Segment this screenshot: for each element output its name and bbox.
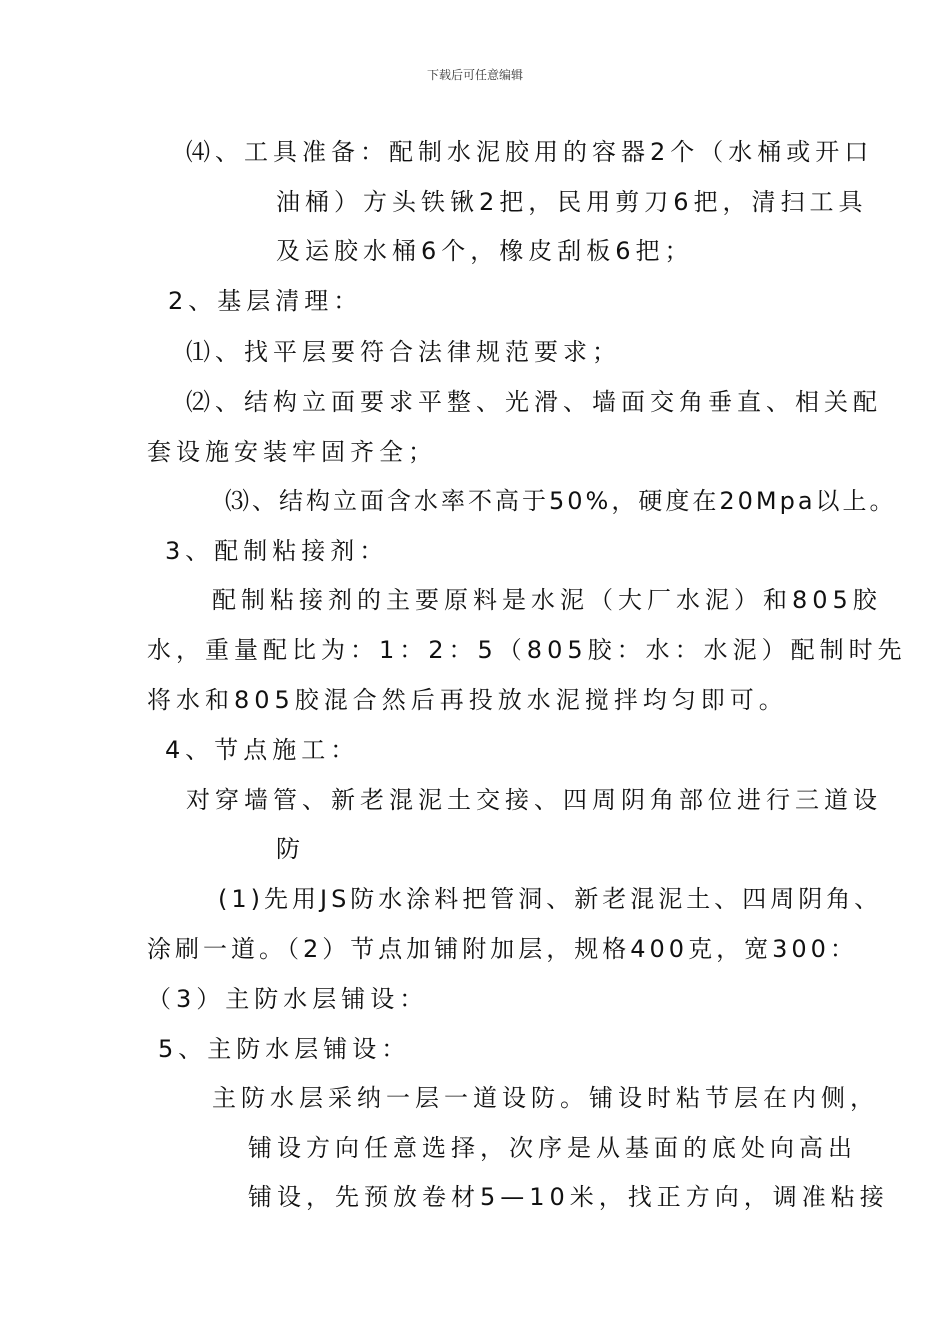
text-line: 涂刷一道。（2）节点加铺附加层，规格400克，宽300： (147, 935, 858, 963)
text-line: ⑵、结构立面要求平整、光滑、墙面交角垂直、相关配 (186, 388, 882, 416)
text-line: ⑴、找平层要符合法律规范要求； (186, 338, 621, 366)
text-line: 将水和805胶混合然后再投放水泥搅拌均匀即可。 (147, 686, 788, 714)
text-line: 防 (276, 835, 305, 863)
text-line: ⑷、工具准备：配制水泥胶用的容器2个（水桶或开口 (186, 138, 874, 166)
section-heading: 3、配制粘接剂： (165, 537, 389, 565)
section-heading: 2、基层清理： (168, 287, 363, 315)
page-header: 下载后可任意编辑 (426, 68, 523, 82)
text-line: （3）主防水层铺设： (147, 985, 429, 1013)
section-heading: 4、节点施工： (165, 736, 360, 764)
text-line: 配制粘接剂的主要原料是水泥（大厂水泥）和805胶 (212, 586, 882, 614)
section-heading: 5、主防水层铺设： (158, 1035, 411, 1063)
text-line: 及运胶水桶6个，橡皮刮板6把； (276, 237, 694, 265)
text-line: 铺设，先预放卷材5—10米，找正方向，调准粘接 (248, 1183, 889, 1211)
text-line: 水，重量配比为：1：2：5（805胶：水：水泥）配制时先 (147, 636, 907, 664)
text-line: 套设施安装牢固齐全； (147, 438, 437, 466)
text-line: 铺设方向任意选择，次序是从基面的底处向高出 (248, 1134, 857, 1162)
text-line: ⑶、结构立面含水率不高于50%，硬度在20Mpa以上。 (225, 487, 897, 515)
text-line: 主防水层采纳一层一道设防。铺设时粘节层在内侧， (212, 1084, 879, 1112)
text-line: 油桶）方头铁锹2把，民用剪刀6把，清扫工具 (276, 188, 868, 216)
text-line: (1)先用JS防水涂料把管洞、新老混泥土、四周阴角、 (218, 885, 883, 913)
text-line: 对穿墙管、新老混泥土交接、四周阴角部位进行三道设 (186, 786, 882, 814)
